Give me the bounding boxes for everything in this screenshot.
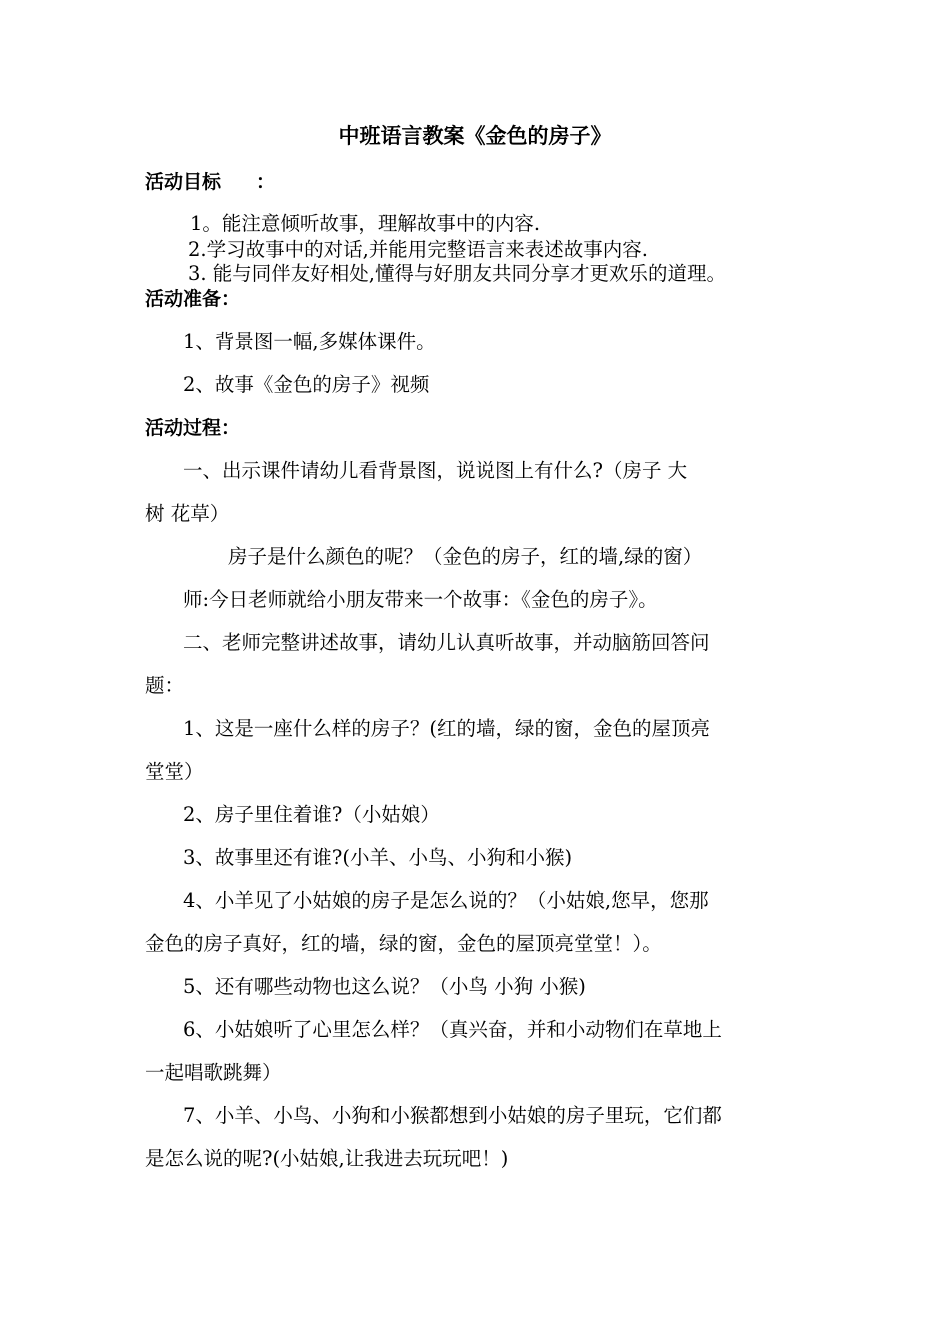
process-line-11: 4、小羊见了小姑娘的房子是怎么说的？（小姑娘,您早，您那	[183, 889, 709, 912]
process-line-5: 二、老师完整讲述故事，请幼儿认真听故事，并动脑筋回答问	[183, 631, 710, 654]
goal-item-2: 2.学习故事中的对话,并能用完整语言来表述故事内容.	[188, 238, 649, 261]
process-line-1: 一、出示课件请幼儿看背景图，说说图上有什么?（房子 大	[183, 459, 688, 482]
process-line-4: 师:今日老师就给小朋友带来一个故事：《金色的房子》。	[183, 588, 658, 611]
process-line-2: 树 花草）	[145, 502, 230, 525]
process-line-17: 是怎么说的呢?(小姑娘,让我进去玩玩吧！)	[145, 1147, 509, 1170]
process-line-7: 1、这是一座什么样的房子？(红的墙，绿的窗，金色的屋顶亮	[183, 717, 711, 740]
process-line-15: 一起唱歌跳舞）	[145, 1061, 282, 1084]
goal-item-3: 3. 能与同伴友好相处,懂得与好朋友共同分享才更欢乐的道理。	[188, 262, 727, 285]
prep-item-1: 1、背景图一幅,多媒体课件。	[183, 330, 436, 353]
process-line-13: 5、还有哪些动物也这么说？（小鸟 小狗 小猴)	[183, 975, 586, 998]
prep-heading: 活动准备：	[145, 288, 241, 310]
process-line-10: 3、故事里还有谁?(小羊、小鸟、小狗和小猴)	[183, 846, 573, 869]
prep-item-2: 2、故事《金色的房子》视频	[183, 373, 430, 396]
page-title: 中班语言教案《金色的房子》	[338, 124, 612, 148]
process-line-16: 7、小羊、小鸟、小狗和小猴都想到小姑娘的房子里玩，它们都	[183, 1104, 722, 1127]
process-line-9: 2、房子里住着谁?（小姑娘）	[183, 803, 440, 826]
process-line-12: 金色的房子真好，红的墙，绿的窗，金色的屋顶亮堂堂！）。	[145, 932, 662, 955]
process-line-6: 题：	[145, 674, 185, 697]
process-line-14: 6、小姑娘听了心里怎么样？（真兴奋，并和小动物们在草地上	[183, 1018, 722, 1041]
process-heading: 活动过程：	[145, 417, 241, 439]
goals-heading-colon: ：	[256, 171, 276, 193]
goals-heading: 活动目标	[145, 171, 222, 193]
process-line-8: 堂堂）	[145, 760, 204, 783]
goal-item-1: 1。能注意倾听故事，理解故事中的内容.	[190, 212, 541, 235]
process-line-3: 房子是什么颜色的呢？（金色的房子，红的墙,绿的窗）	[228, 545, 703, 568]
